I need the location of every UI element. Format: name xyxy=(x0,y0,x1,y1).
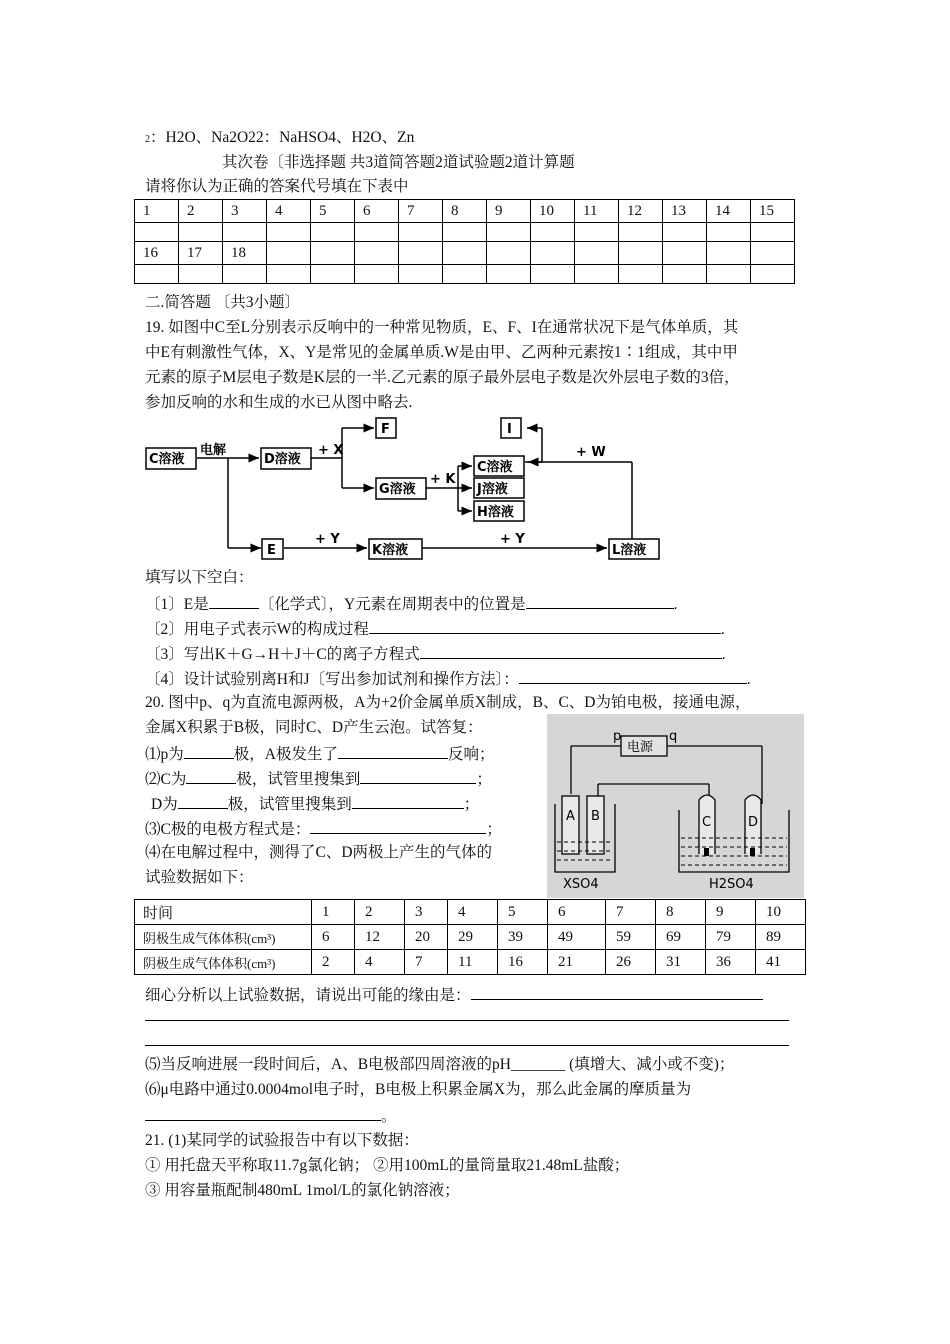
blank-line[interactable] xyxy=(471,984,763,1000)
blank-line[interactable] xyxy=(369,618,721,634)
data-cell: 12 xyxy=(355,925,405,950)
label-d: D溶液 xyxy=(264,452,301,467)
data-cell: 69 xyxy=(656,925,706,950)
blank-line[interactable] xyxy=(209,593,259,609)
q20-sub-1 xyxy=(145,743,494,765)
blank-line[interactable] xyxy=(145,1105,381,1121)
table-row xyxy=(135,200,795,223)
data-cell: 89 xyxy=(756,925,806,950)
semicolon: ； xyxy=(463,796,480,813)
label-g: G溶液 xyxy=(379,482,416,497)
answer-cell: 13 xyxy=(663,200,707,223)
instruction: 请将你认为正确的答案代号填在下表中 xyxy=(145,178,409,195)
data-cell: 20 xyxy=(405,925,448,950)
label-c: C溶液 xyxy=(149,452,185,467)
section-2-title: 二.简答题 〔共3小题〕 xyxy=(145,294,301,311)
analysis-text: 细心分析以上试验数据，请说出可能的缘由是： xyxy=(145,987,471,1004)
q20-sub-4a: ⑷在电解过程中，测得了C、D两极上产生的气体的 xyxy=(145,844,493,861)
blank-line[interactable] xyxy=(352,793,464,809)
period: . xyxy=(721,646,726,663)
data-cell: 41 xyxy=(756,950,806,975)
data-cell: 49 xyxy=(548,925,606,950)
time-cell: 3 xyxy=(405,900,448,925)
q20-sub-2b xyxy=(151,793,479,815)
data-cell: 36 xyxy=(706,950,756,975)
data-cell: 29 xyxy=(448,925,498,950)
blank-line[interactable] xyxy=(519,668,747,684)
q21-line-3: ③ 用容量瓶配制480mL 1mol/L的氯化钠溶液； xyxy=(145,1182,460,1199)
time-cell: 5 xyxy=(498,900,548,925)
label-h2so4: H2SO4 xyxy=(709,877,754,892)
fill-title: 填写以下空白： xyxy=(145,569,254,586)
time-cell: 6 xyxy=(548,900,606,925)
reaction-diagram xyxy=(140,412,660,564)
answer-cell: 6 xyxy=(355,200,399,223)
table-row xyxy=(135,223,795,242)
answer-cell: 12 xyxy=(619,200,663,223)
label-c2: C溶液 xyxy=(477,460,513,475)
time-cell: 10 xyxy=(756,900,806,925)
answer-cell: 5 xyxy=(311,200,355,223)
label-p: p xyxy=(613,729,622,744)
q20-s2b: 极，试管里搜集到 xyxy=(236,771,361,788)
blank-line[interactable] xyxy=(184,743,234,759)
q19-sub-2-text: 〔2〕用电子式表示W的构成过程 xyxy=(145,621,369,638)
time-cell: 9 xyxy=(706,900,756,925)
blank-line[interactable] xyxy=(338,743,448,759)
period: . xyxy=(720,621,725,638)
data-cell: 4 xyxy=(355,950,405,975)
answer-cell: 18 xyxy=(223,242,267,265)
label-electrode-c: C xyxy=(702,815,712,830)
label-h: H溶液 xyxy=(477,505,514,520)
blank-line[interactable] xyxy=(310,818,486,834)
q20-sub-6: ⑹μ电路中通过0.0004mol电子时，B电极上积累金属X为，那么此金属的摩质量为 xyxy=(145,1081,692,1098)
blank-line[interactable] xyxy=(360,768,476,784)
data-cell: 26 xyxy=(606,950,656,975)
label-xso4: XSO4 xyxy=(563,877,599,892)
table-row xyxy=(135,265,795,284)
data-cell: 7 xyxy=(405,950,448,975)
label-plus-y1: + Y xyxy=(315,532,340,547)
q20-s1c: 反响； xyxy=(447,746,495,763)
q19-sub-4-text: 〔4〕设计试验别离H和J〔写出参加试剂和操作方法〕： xyxy=(145,671,519,688)
label-i: I xyxy=(507,422,512,437)
answer-cell: 14 xyxy=(707,200,751,223)
label-electrode-a: A xyxy=(566,809,575,824)
table-row xyxy=(135,925,806,950)
q19-sub-1 xyxy=(145,593,678,615)
answer-line xyxy=(145,128,414,150)
electrolysis-apparatus xyxy=(547,714,804,898)
blank-line[interactable] xyxy=(186,768,236,784)
q20-s2c: D为 xyxy=(151,796,178,813)
q19-line-1: 19. 如图中C至L分别表示反响中的一种常见物质，E、F、I在通常状况下是气体单质，其 xyxy=(145,319,739,336)
q19-line-4: 参加反响的水和生成的水已从图中略去. xyxy=(145,394,413,411)
data-cell: 2 xyxy=(312,950,355,975)
full-stop: 。 xyxy=(381,1108,397,1125)
label-electrolysis: 电解 xyxy=(200,443,227,458)
q20-sub-6-answer xyxy=(145,1105,397,1127)
label-plus-y2: + Y xyxy=(500,532,525,547)
answer-cell: 2 xyxy=(179,200,223,223)
q19-sub-2 xyxy=(145,618,725,640)
table-row xyxy=(135,900,806,925)
q20-line-1: 20. 图中p、q为直流电源两极，A为+2价金属单质X制成，B、C、D为铂电极，接通电源， xyxy=(145,694,751,711)
answer-cell: 4 xyxy=(267,200,311,223)
q20-s1b: 极，A极发生了 xyxy=(233,746,338,763)
data-cell: 6 xyxy=(312,925,355,950)
table-row xyxy=(135,950,806,975)
q19-line-2: 中E有刺激性气体，X、Y是常见的金属单质.W是由甲、乙两种元素按1∶1组成，其中甲 xyxy=(145,344,738,361)
data-cell: 79 xyxy=(706,925,756,950)
semicolon: ； xyxy=(476,771,492,788)
q19-sub-3-text: 〔3〕写出K＋G→H＋J＋C的离子方程式 xyxy=(145,646,420,663)
label-plus-k: + K xyxy=(430,472,456,487)
time-cell: 2 xyxy=(355,900,405,925)
q20-sub-3 xyxy=(145,818,502,840)
label-electrode-d: D xyxy=(748,815,759,830)
answer-text: ：H2O、Na2O22：NaHSO4、H2O、Zn xyxy=(150,129,415,146)
data-cell: 59 xyxy=(606,925,656,950)
answer-cell: 17 xyxy=(179,242,223,265)
blank-line[interactable] xyxy=(526,593,674,609)
label-power-source: 电源 xyxy=(627,740,654,755)
label-q: q xyxy=(669,729,678,744)
answer-cell: 3 xyxy=(223,200,267,223)
time-cell: 8 xyxy=(656,900,706,925)
data-cell: 16 xyxy=(498,950,548,975)
q20-s3: ⑶C极的电极方程式是： xyxy=(145,821,311,838)
label-f: F xyxy=(381,422,390,437)
q20-sub-4b: 试验数据如下： xyxy=(145,869,254,886)
blank-line[interactable] xyxy=(420,643,722,659)
q19-line-3: 元素的原子M层电子数是K层的一半.乙元素的原子最外层电子数是次外层电子数的3倍， xyxy=(145,369,740,386)
analysis-prompt xyxy=(145,984,763,1006)
answer-cell: 10 xyxy=(531,200,575,223)
blank-line[interactable] xyxy=(145,1045,789,1046)
q20-s2a: ⑵C为 xyxy=(145,771,187,788)
label-e: E xyxy=(267,543,276,558)
period: . xyxy=(673,596,678,613)
blank-line[interactable] xyxy=(145,1020,789,1021)
semicolon: ； xyxy=(486,821,502,838)
answer-cell: 1 xyxy=(135,200,179,223)
section-title: 其次卷〔非选择题 共3道简答题2道试验题2道计算题 xyxy=(222,154,575,171)
blank-line[interactable] xyxy=(178,793,228,809)
q20-sub-5: ⑸当反响进展一段时间后，A、B电极部四周溶液的pH_______ (填增大、减小或不变)； xyxy=(145,1056,735,1073)
answer-cell: 11 xyxy=(575,200,619,223)
table-row xyxy=(135,242,795,265)
data-cell: 31 xyxy=(656,950,706,975)
answer-cell: 16 xyxy=(135,242,179,265)
label-plus-w: + W xyxy=(576,445,606,460)
data-table xyxy=(134,899,806,975)
q19-sub-4 xyxy=(145,668,751,690)
q19-sub-3 xyxy=(145,643,726,665)
answer-table xyxy=(134,199,795,284)
q20-s2d: 极，试管里搜集到 xyxy=(227,796,352,813)
label-j: J溶液 xyxy=(477,482,508,497)
label-plus-x: + X xyxy=(318,443,344,458)
data-cell: 39 xyxy=(498,925,548,950)
table-header: 时间 xyxy=(135,900,312,925)
row-label: 阴极生成气体体积(cm³) xyxy=(135,950,312,975)
q21-line-1: 21. (1)某同学的试验报告中有以下数据： xyxy=(145,1132,419,1149)
label-k: K溶液 xyxy=(372,543,409,558)
q20-s1a: ⑴p为 xyxy=(145,746,184,763)
data-cell: 11 xyxy=(448,950,498,975)
q21-line-2: ① 用托盘天平称取11.7g氯化钠； ②用100mL的量筒量取21.48mL盐酸； xyxy=(145,1157,630,1174)
data-cell: 21 xyxy=(548,950,606,975)
q19-sub-1-a: 〔1〕E是 xyxy=(145,596,209,613)
q20-line-2: 金属X积累于B极，同时C、D产生云泡。试答复： xyxy=(145,719,483,736)
answer-prefix: 2 xyxy=(145,134,150,145)
time-cell: 4 xyxy=(448,900,498,925)
label-l: L溶液 xyxy=(612,543,647,558)
time-cell: 7 xyxy=(606,900,656,925)
time-cell: 1 xyxy=(312,900,355,925)
row-label: 阴极生成气体体积(cm³) xyxy=(135,925,312,950)
answer-cell: 15 xyxy=(751,200,795,223)
answer-cell: 9 xyxy=(487,200,531,223)
period: . xyxy=(746,671,751,688)
label-electrode-b: B xyxy=(591,809,600,824)
answer-cell: 7 xyxy=(399,200,443,223)
q19-sub-1-b: 〔化学式〕，Y元素在周期表中的位置是 xyxy=(258,596,526,613)
q20-sub-2 xyxy=(145,768,492,790)
answer-cell: 8 xyxy=(443,200,487,223)
